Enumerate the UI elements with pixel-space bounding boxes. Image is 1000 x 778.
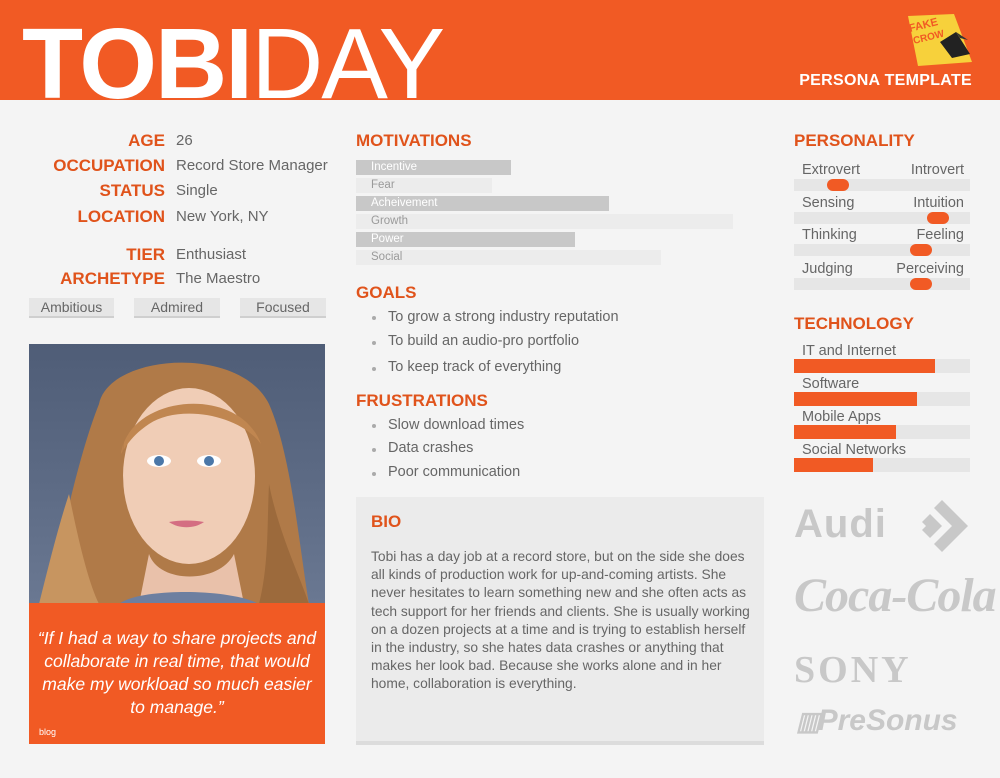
personality-right-label: Intuition [913,195,964,211]
goal-item: To build an audio-pro portfolio [388,333,580,349]
brand-audi [794,502,887,547]
motivation-row [356,250,733,265]
technology-bar [794,425,896,439]
technology-track [794,359,970,373]
personality-knob [910,244,932,256]
personality-knob [827,179,849,191]
bullet-icon [372,424,376,428]
motivation-label: Fear [371,179,395,191]
personality-right-label: Feeling [916,227,964,243]
bio-panel [356,497,764,745]
technology-label: Mobile Apps [802,409,881,425]
archetype-value: The Maestro [176,270,261,287]
first-name: TOBI [22,8,252,100]
goal-item: To keep track of everything [388,359,562,375]
motivation-bar [356,214,733,229]
bullet-icon [372,367,376,371]
technology-label: Social Networks [802,442,906,458]
last-name: DAY [251,8,444,100]
bio-text: Tobi has a day job at a record store, but on the side she does all kinds of production work for up-and-coming artists. She never hesitates to learn something new and she often acts as tech support for her friends and clients. She is usually working on a dozen projects at a time and is trying to establish herself in the industry, so she hates data crashes or anything that makes her look bad. Because she works alone and in her home, collaboration is everything. [371,549,750,692]
bullet-icon [372,472,376,476]
header-banner [0,0,1000,100]
goal-item: To grow a strong industry reputation [388,309,619,325]
motivation-row [356,232,733,247]
status-label: STATUS [99,181,165,200]
personality-track [794,179,970,191]
photo-credit: blog [39,727,57,737]
motivation-label: Social [371,251,403,263]
motivation-label: Incentive [371,161,418,173]
personality-left-label: Thinking [802,227,857,243]
bullet-icon [372,316,376,320]
location-label: LOCATION [77,207,165,226]
quote-text: “If I had a way to share projects and collaborate in real time, that would make my workload so much easier to manage.” [37,628,317,717]
personality-left-label: Judging [802,261,853,277]
technology-label: Software [802,376,860,392]
logo-text-bottom: CROW [912,28,946,47]
personality-right-label: Introvert [910,162,964,178]
frustration-item: Poor communication [388,464,521,480]
personality-track [794,278,970,290]
archetype-label: ARCHETYPE [60,269,165,288]
personality-left-label: Extrovert [802,162,861,178]
personality-track [794,244,970,256]
brand-coca-cola: Coca-Cola [794,569,996,622]
motivation-row [356,160,733,175]
tier-label: TIER [126,245,165,264]
motivation-row [356,214,733,229]
motivation-label: Growth [371,215,409,227]
occupation-label: OCCUPATION [53,156,165,175]
logo-text-top: FAKE [907,16,940,35]
personality-left-label: Sensing [802,195,855,211]
brand-sony: SONY [794,649,912,691]
personality-right-label: Perceiving [896,261,964,277]
bullet-icon [372,341,376,345]
technology-label: IT and Internet [802,343,897,359]
motivation-row [356,178,733,193]
age-label: AGE [128,131,165,150]
motivation-label: Acheivement [371,197,438,209]
brand-audi-label: Audi [794,502,887,546]
frustration-item: Data crashes [388,440,474,456]
tag-admired: Admired [134,298,220,318]
brand-presonus [796,704,958,738]
template-label: PERSONA TEMPLATE [799,72,972,89]
motivation-row [356,196,733,211]
fake-crow-logo [896,12,976,68]
technology-track [794,392,970,406]
quote-box [29,603,325,744]
tag-ambitious: Ambitious [29,298,114,318]
age-value: 26 [176,132,193,149]
technology-bar [794,458,873,472]
tag-focused: Focused [240,298,326,318]
bullet-icon [372,448,376,452]
technology-bar [794,392,917,406]
technology-bar [794,359,935,373]
persona-name [22,8,444,100]
technology-track [794,425,970,439]
persona-photo [29,344,325,604]
audi-arrow-icon [916,498,970,554]
technology-title: TECHNOLOGY [794,314,914,333]
personality-knob [910,278,932,290]
status-value: Single [176,182,218,199]
brand-presonus-label: PreSonus [817,704,958,737]
frustration-item: Slow download times [388,417,525,433]
occupation-value: Record Store Manager [176,157,328,174]
goals-title: GOALS [356,283,417,302]
location-value: New York, NY [176,208,269,225]
bio-title: BIO [371,512,402,531]
motivation-label: Power [371,233,404,245]
motivations-title: MOTIVATIONS [356,131,472,150]
personality-knob [927,212,949,224]
technology-track [794,458,970,472]
presonus-wave-icon: ▥ [796,706,818,736]
frustrations-title: FRUSTRATIONS [356,391,488,410]
personality-track [794,212,970,224]
tier-value: Enthusiast [176,246,247,263]
personality-title: PERSONALITY [794,131,915,150]
